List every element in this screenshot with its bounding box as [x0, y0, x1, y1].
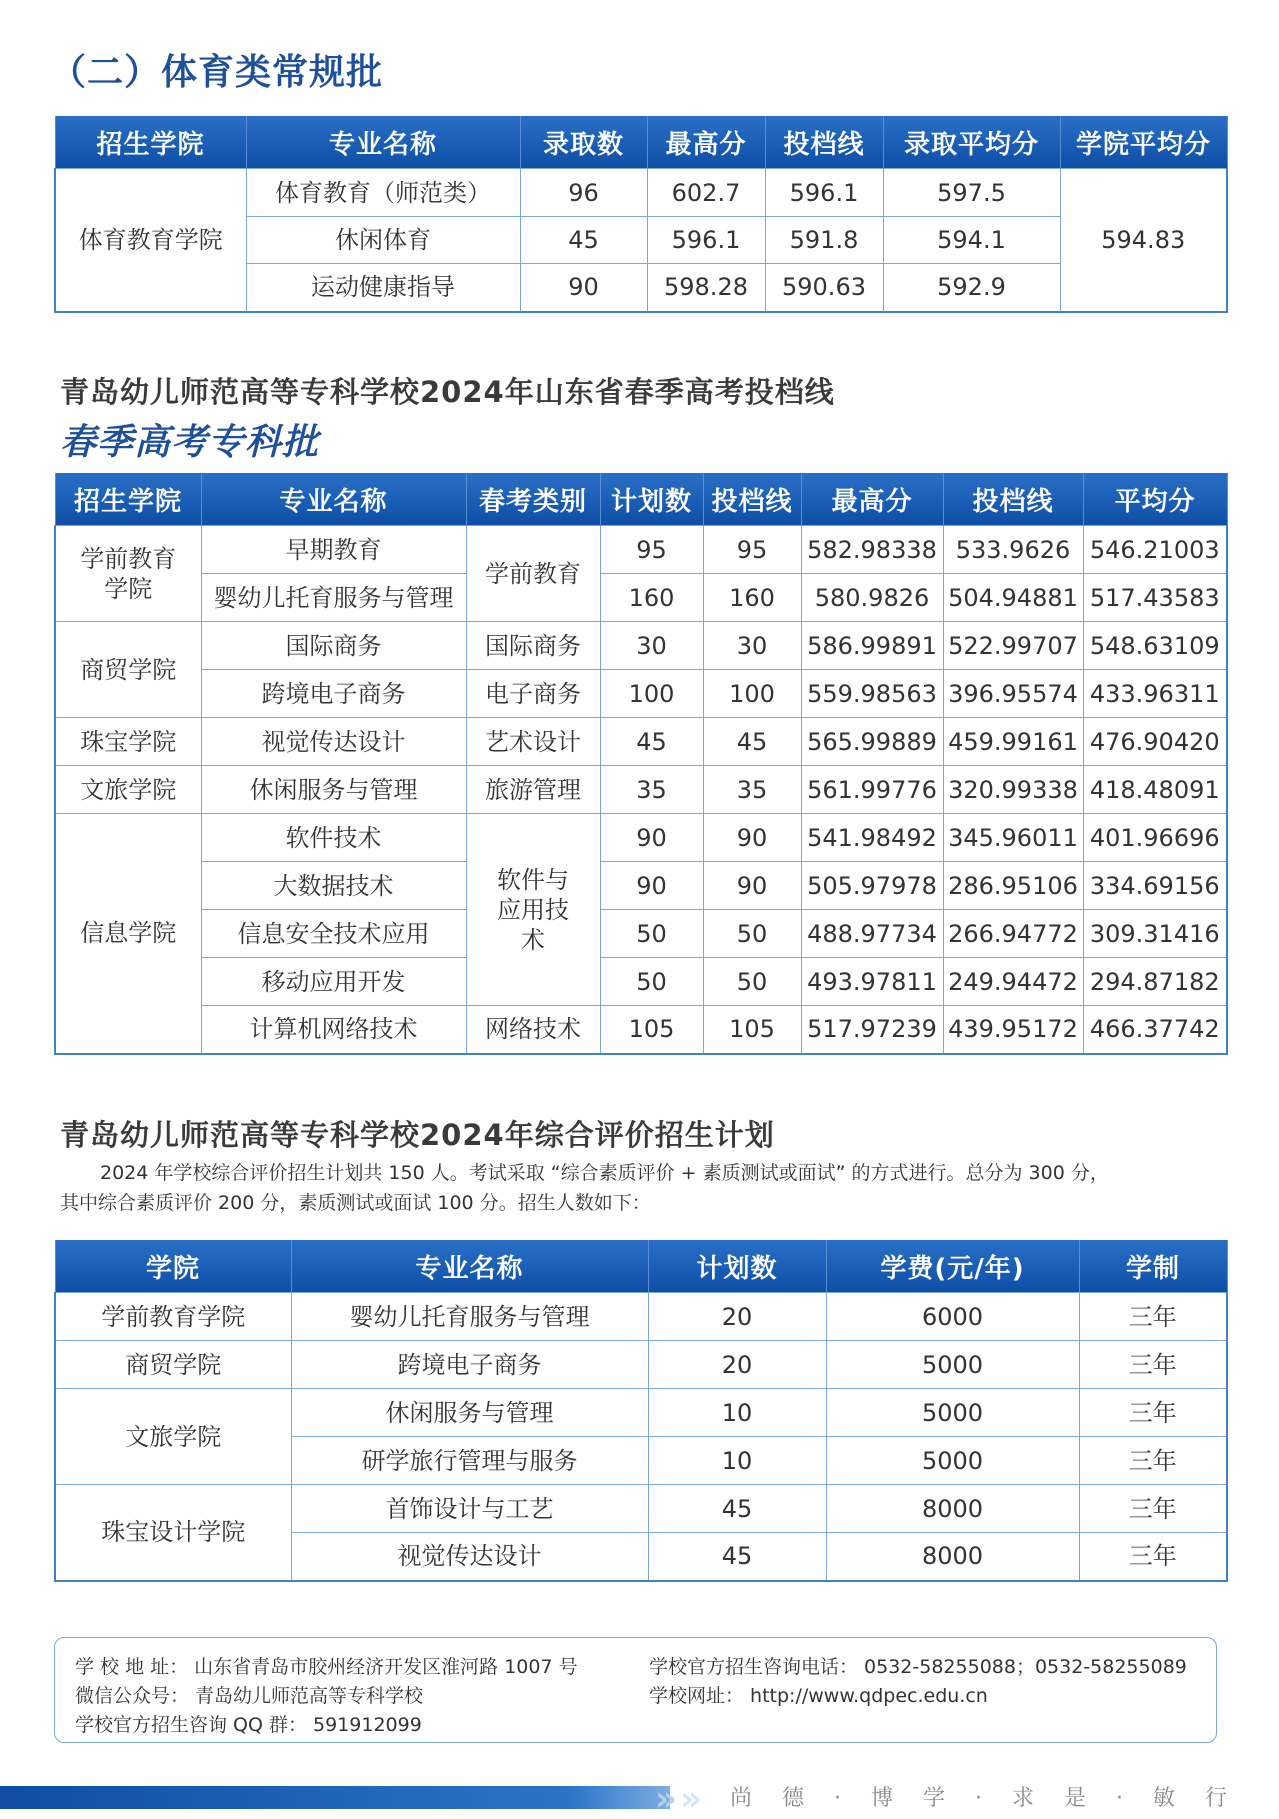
- college-cell: 体育教育学院: [55, 169, 246, 312]
- table-header: [55, 116, 1227, 169]
- table-row: [55, 622, 1227, 670]
- major-cell: 跨境电子商务: [201, 670, 466, 718]
- table-row: [55, 1485, 1227, 1533]
- table-row: [55, 1293, 1227, 1341]
- spring-exam-table: [54, 473, 1228, 1055]
- table-row: [55, 1341, 1227, 1389]
- line-cell: 105: [703, 1006, 801, 1054]
- line-cell: 45: [703, 718, 801, 766]
- cutoff-cell: 522.99707: [943, 622, 1083, 670]
- line-cell: 90: [703, 862, 801, 910]
- table-row: [55, 718, 1227, 766]
- avg-cell: 517.43583: [1083, 574, 1227, 622]
- table-row: [55, 958, 1227, 1006]
- max-cell: 596.1: [647, 217, 765, 264]
- college-cell: 文旅学院: [55, 1389, 291, 1485]
- header-cell: 春考类别: [466, 473, 600, 526]
- wechat-text: 微信公众号： 青岛幼儿师范高等专科学校: [75, 1685, 424, 1707]
- plan-cell: 50: [600, 958, 703, 1006]
- plan-cell: 90: [600, 814, 703, 862]
- max-cell: 493.97811: [801, 958, 943, 1006]
- line-cell: 160: [703, 574, 801, 622]
- cutoff-cell: 249.94472: [943, 958, 1083, 1006]
- admitted-cell: 90: [520, 264, 647, 312]
- college-cell: 珠宝学院: [55, 718, 201, 766]
- line-cell: 100: [703, 670, 801, 718]
- avg-cell: 418.48091: [1083, 766, 1227, 814]
- cutoff-cell: 286.95106: [943, 862, 1083, 910]
- header-cell: 最高分: [801, 473, 943, 526]
- avg-cell: 597.5: [883, 169, 1060, 217]
- avg-cell: 548.63109: [1083, 622, 1227, 670]
- footer-bar: [0, 1786, 670, 1809]
- max-cell: 488.97734: [801, 910, 943, 958]
- line-cell: 50: [703, 958, 801, 1006]
- major-cell: 信息安全技术应用: [201, 910, 466, 958]
- header-cell: 录取平均分: [883, 116, 1060, 169]
- max-cell: 602.7: [647, 169, 765, 217]
- header-cell: 计划数: [648, 1240, 826, 1293]
- header-cell: 专业名称: [291, 1240, 648, 1293]
- years-cell: 三年: [1079, 1389, 1227, 1437]
- avg-cell: 594.1: [883, 217, 1060, 264]
- major-cell: 婴幼儿托育服务与管理: [201, 574, 466, 622]
- header-cell: 投档线: [765, 116, 883, 169]
- major-cell: 首饰设计与工艺: [291, 1485, 648, 1533]
- table-row: [55, 670, 1227, 718]
- max-cell: 505.97978: [801, 862, 943, 910]
- major-cell: 视觉传达设计: [291, 1533, 648, 1581]
- avg-cell: 476.90420: [1083, 718, 1227, 766]
- comprehensive-plan-table: [54, 1240, 1228, 1582]
- major-cell: 大数据技术: [201, 862, 466, 910]
- website-link[interactable]: 学校网址： http://www.qdpec.edu.cn: [649, 1685, 988, 1707]
- admitted-cell: 45: [520, 217, 647, 264]
- avg-cell: 401.96696: [1083, 814, 1227, 862]
- header-cell: 录取数: [520, 116, 647, 169]
- max-cell: 586.99891: [801, 622, 943, 670]
- table-row: [55, 526, 1227, 574]
- max-cell: 598.28: [647, 264, 765, 312]
- header-cell: 招生学院: [55, 473, 201, 526]
- plan-cell: 100: [600, 670, 703, 718]
- major-cell: 休闲服务与管理: [201, 766, 466, 814]
- college-cell: 信息学院: [55, 814, 201, 1054]
- major-cell: 体育教育（师范类）: [246, 169, 520, 217]
- table-row: [55, 169, 1227, 217]
- plan-cell: 10: [648, 1389, 826, 1437]
- header-cell: 专业名称: [246, 116, 520, 169]
- college-cell: 学前教育学院: [55, 526, 201, 622]
- max-cell: 561.99776: [801, 766, 943, 814]
- plan-cell: 90: [600, 862, 703, 910]
- major-cell: 软件技术: [201, 814, 466, 862]
- avg-cell: 309.31416: [1083, 910, 1227, 958]
- cutoff-cell: 320.99338: [943, 766, 1083, 814]
- avg-cell: 294.87182: [1083, 958, 1227, 1006]
- section2-title: 青岛幼儿师范高等专科学校2024年山东省春季高考投档线: [60, 375, 835, 409]
- table-row: [55, 814, 1227, 862]
- header-cell: 学费(元/年): [826, 1240, 1079, 1293]
- max-cell: 565.99889: [801, 718, 943, 766]
- header-cell: 学院平均分: [1060, 116, 1227, 169]
- cutoff-cell: 439.95172: [943, 1006, 1083, 1054]
- avg-cell: 334.69156: [1083, 862, 1227, 910]
- major-cell: 研学旅行管理与服务: [291, 1437, 648, 1485]
- college-cell: 学前教育学院: [55, 1293, 291, 1341]
- category-cell: 学前教育: [466, 526, 600, 622]
- category-cell: 艺术设计: [466, 718, 600, 766]
- avg-cell: 433.96311: [1083, 670, 1227, 718]
- major-cell: 休闲服务与管理: [291, 1389, 648, 1437]
- plan-cell: 50: [600, 910, 703, 958]
- cutoff-cell: 504.94881: [943, 574, 1083, 622]
- chevron-right-icon: »: [655, 1779, 677, 1819]
- cutoff-cell: 345.96011: [943, 814, 1083, 862]
- plan-cell: 20: [648, 1293, 826, 1341]
- category-cell: 旅游管理: [466, 766, 600, 814]
- sports-admission-table: [54, 116, 1228, 313]
- fee-cell: 5000: [826, 1437, 1079, 1485]
- section2-heading: 春季高考专科批: [60, 422, 320, 463]
- avg-cell: 592.9: [883, 264, 1060, 312]
- college-cell: 珠宝设计学院: [55, 1485, 291, 1581]
- header-cell: 学院: [55, 1240, 291, 1293]
- line-cell: 590.63: [765, 264, 883, 312]
- section3-title: 青岛幼儿师范高等专科学校2024年综合评价招生计划: [60, 1118, 775, 1152]
- header-cell: 专业名称: [201, 473, 466, 526]
- header-cell: 招生学院: [55, 116, 246, 169]
- years-cell: 三年: [1079, 1485, 1227, 1533]
- line-cell: 90: [703, 814, 801, 862]
- college-avg-cell: 594.83: [1060, 169, 1227, 312]
- major-cell: 运动健康指导: [246, 264, 520, 312]
- line-cell: 95: [703, 526, 801, 574]
- table-row: [55, 574, 1227, 622]
- contact-box: [54, 1637, 1217, 1743]
- major-cell: 视觉传达设计: [201, 718, 466, 766]
- plan-cell: 95: [600, 526, 703, 574]
- major-cell: 移动应用开发: [201, 958, 466, 1006]
- cutoff-cell: 396.95574: [943, 670, 1083, 718]
- section1-heading: （二）体育类常规批: [50, 52, 384, 93]
- cutoff-cell: 533.9626: [943, 526, 1083, 574]
- years-cell: 三年: [1079, 1533, 1227, 1581]
- years-cell: 三年: [1079, 1437, 1227, 1485]
- line-cell: 50: [703, 910, 801, 958]
- major-cell: 计算机网络技术: [201, 1006, 466, 1054]
- fee-cell: 5000: [826, 1341, 1079, 1389]
- max-cell: 559.98563: [801, 670, 943, 718]
- header-cell: 最高分: [647, 116, 765, 169]
- years-cell: 三年: [1079, 1293, 1227, 1341]
- plan-cell: 30: [600, 622, 703, 670]
- plan-cell: 45: [648, 1533, 826, 1581]
- table-row: [55, 910, 1227, 958]
- table-header: [55, 1240, 1227, 1293]
- fee-cell: 8000: [826, 1533, 1079, 1581]
- plan-cell: 35: [600, 766, 703, 814]
- line-cell: 591.8: [765, 217, 883, 264]
- fee-cell: 8000: [826, 1485, 1079, 1533]
- major-cell: 跨境电子商务: [291, 1341, 648, 1389]
- header-cell: 学制: [1079, 1240, 1227, 1293]
- header-cell: 计划数: [600, 473, 703, 526]
- chevron-right-icon: »: [680, 1779, 702, 1819]
- line-cell: 596.1: [765, 169, 883, 217]
- table-row: [55, 1389, 1227, 1437]
- plan-cell: 10: [648, 1437, 826, 1485]
- fee-cell: 5000: [826, 1389, 1079, 1437]
- admitted-cell: 96: [520, 169, 647, 217]
- major-cell: 早期教育: [201, 526, 466, 574]
- plan-cell: 20: [648, 1341, 826, 1389]
- section3-paragraph-line1: 2024 年学校综合评价招生计划共 150 人。考试采取 “综合素质评价 + 素质测试或面试” 的方式进行。总分为 300 分，: [100, 1162, 1109, 1184]
- header-cell: 平均分: [1083, 473, 1227, 526]
- header-cell: 投档线: [703, 473, 801, 526]
- category-cell: 电子商务: [466, 670, 600, 718]
- address-text: 学 校 地 址： 山东省青岛市胶州经济开发区淮河路 1007 号: [75, 1656, 578, 1678]
- section3-paragraph-line2: 其中综合素质评价 200 分，素质测试或面试 100 分。招生人数如下：: [60, 1192, 651, 1214]
- avg-cell: 546.21003: [1083, 526, 1227, 574]
- college-cell: 商贸学院: [55, 622, 201, 718]
- max-cell: 541.98492: [801, 814, 943, 862]
- major-cell: 婴幼儿托育服务与管理: [291, 1293, 648, 1341]
- header-cell: 投档线: [943, 473, 1083, 526]
- line-cell: 35: [703, 766, 801, 814]
- avg-cell: 466.37742: [1083, 1006, 1227, 1054]
- table-row: [55, 1006, 1227, 1054]
- cutoff-cell: 266.94772: [943, 910, 1083, 958]
- major-cell: 休闲体育: [246, 217, 520, 264]
- cutoff-cell: 459.99161: [943, 718, 1083, 766]
- plan-cell: 160: [600, 574, 703, 622]
- footer-motto: 尚德·博学·求是·敏行: [730, 1786, 1257, 1811]
- max-cell: 582.98338: [801, 526, 943, 574]
- table-row: [55, 766, 1227, 814]
- major-cell: 国际商务: [201, 622, 466, 670]
- college-cell: 文旅学院: [55, 766, 201, 814]
- table-header: [55, 473, 1227, 526]
- plan-cell: 45: [648, 1485, 826, 1533]
- plan-cell: 45: [600, 718, 703, 766]
- category-cell: 软件与应用技术: [466, 814, 600, 1006]
- line-cell: 30: [703, 622, 801, 670]
- max-cell: 580.9826: [801, 574, 943, 622]
- college-cell: 商贸学院: [55, 1341, 291, 1389]
- years-cell: 三年: [1079, 1341, 1227, 1389]
- fee-cell: 6000: [826, 1293, 1079, 1341]
- category-cell: 网络技术: [466, 1006, 600, 1054]
- phone-text: 学校官方招生咨询电话： 0532-58255088；0532-58255089: [649, 1656, 1187, 1678]
- qq-group-text: 学校官方招生咨询 QQ 群： 591912099: [75, 1714, 422, 1736]
- table-row: [55, 862, 1227, 910]
- category-cell: 国际商务: [466, 622, 600, 670]
- plan-cell: 105: [600, 1006, 703, 1054]
- max-cell: 517.97239: [801, 1006, 943, 1054]
